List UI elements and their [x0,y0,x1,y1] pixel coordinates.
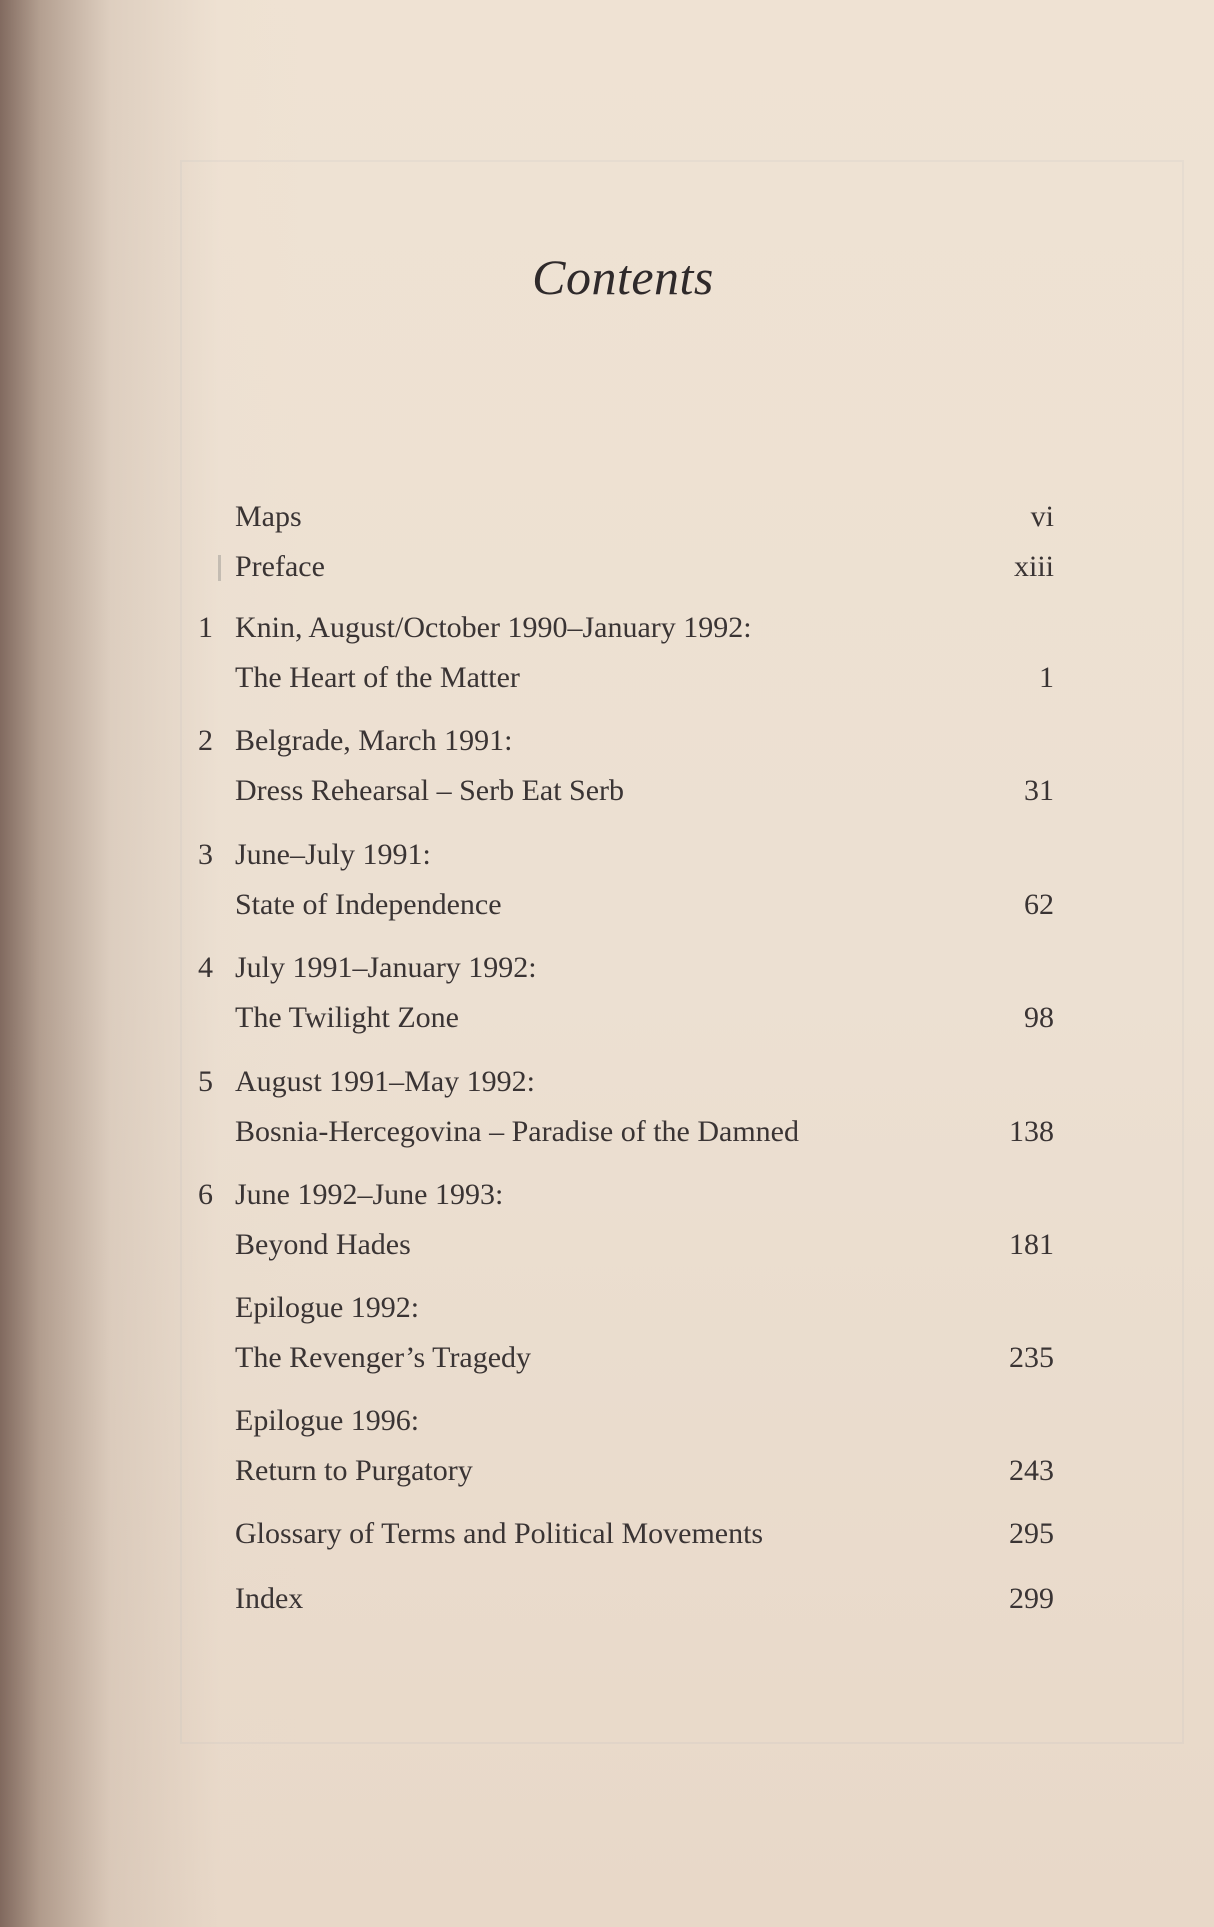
margin-mark [218,555,221,581]
toc-entry-glossary [0,1514,1214,1554]
toc-entry-chapter-5 [0,1062,1214,1102]
entry-subtitle: Dress Rehearsal – Serb Eat Serb [235,774,625,807]
toc-entry-preface [0,547,1214,587]
chapter-number: 4 [198,951,213,984]
entry-heading: June–July 1991: [235,838,431,871]
entry-heading: June 1992–June 1993: [235,1178,504,1211]
entry-subtitle: Beyond Hades [235,1228,411,1261]
entry-page-number: 138 [1009,1115,1054,1148]
chapter-number: 5 [198,1065,213,1098]
entry-page-number: 295 [1009,1517,1054,1550]
entry-page-number: 181 [1009,1228,1054,1261]
toc-entry-chapter-3-subtitle [0,885,1214,925]
toc-entry-chapter-1-subtitle [0,658,1214,698]
toc-entry-chapter-2-subtitle [0,771,1214,811]
entry-page-number: 243 [1009,1454,1054,1487]
entry-page-number: 235 [1009,1341,1054,1374]
toc-entry-epilogue-1996-subtitle [0,1451,1214,1491]
chapter-number: 6 [198,1178,213,1211]
entry-heading: Epilogue 1992: [235,1291,420,1324]
entry-subtitle: The Revenger’s Tragedy [235,1341,532,1374]
entry-title: Maps [235,500,302,533]
contents-title: Contents [532,249,714,305]
entry-page-number: 1 [1039,661,1054,694]
toc-entry-chapter-2 [0,721,1214,761]
toc-entry-index [0,1579,1214,1619]
toc-entry-maps [0,497,1214,537]
entry-subtitle: State of Independence [235,888,502,921]
entry-heading: August 1991–May 1992: [235,1065,535,1098]
entry-title: Index [235,1582,304,1615]
entry-heading: Epilogue 1996: [235,1404,420,1437]
chapter-number: 2 [198,724,213,757]
entry-heading: July 1991–January 1992: [235,951,537,984]
entry-title: Glossary of Terms and Political Movements [235,1517,764,1550]
entry-subtitle: Bosnia-Hercegovina – Paradise of the Damned [235,1115,799,1148]
entry-subtitle: The Heart of the Matter [235,661,520,694]
entry-heading: Knin, August/October 1990–January 1992: [235,611,752,644]
toc-entry-chapter-6-subtitle [0,1225,1214,1265]
entry-page-number: 299 [1009,1582,1054,1615]
toc-entry-chapter-3 [0,835,1214,875]
entry-subtitle: The Twilight Zone [235,1001,459,1034]
toc-entry-chapter-4-subtitle [0,998,1214,1038]
toc-entry-chapter-6 [0,1175,1214,1215]
entry-page-number: 98 [1024,1001,1054,1034]
toc-entry-chapter-4 [0,948,1214,988]
toc-entry-epilogue-1992-subtitle [0,1338,1214,1378]
entry-page-number: 62 [1024,888,1054,921]
toc-entry-epilogue-1992 [0,1288,1214,1328]
entry-heading: Belgrade, March 1991: [235,724,513,757]
chapter-number: 3 [198,838,213,871]
entry-page-number: xiii [1013,550,1054,583]
entry-page-number: vi [1030,500,1054,533]
entry-subtitle: Return to Purgatory [235,1454,473,1487]
entry-page-number: 31 [1024,774,1054,807]
chapter-number: 1 [198,611,213,644]
entry-title: Preface [235,550,325,583]
toc-entry-chapter-1 [0,608,1214,648]
toc-entry-epilogue-1996 [0,1401,1214,1441]
toc-entry-chapter-5-subtitle [0,1112,1214,1152]
